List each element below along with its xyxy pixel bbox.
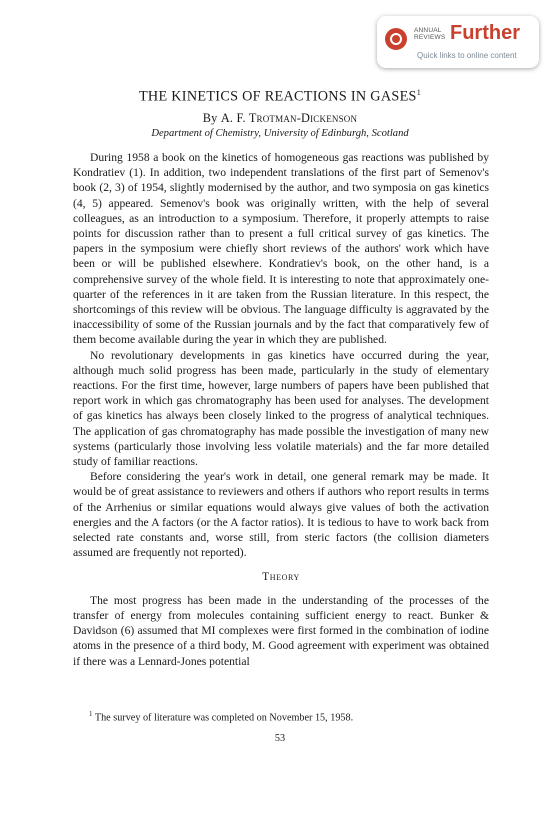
badge-further-label: Further — [450, 22, 520, 44]
paragraph: During 1958 a book on the kinetics of homogeneous gas reactions was published by Kondratiev (1). In addition, two independent translations of the first part of Semenov's book (2, 3) of 1954, slightly modernised by the author, and two symposia on gas kinetics (4, 5) appeared. Semenov's book was originally written, with the help of several colleagues, as an introduction to a symposium. Therefore, it properly attempts to raise points for discussion rather than to present a full critical survey of gas kinetics. The papers in the symposium were chiefly short reviews of the authors' work which have been or will be published elsewhere. Kondratiev's book, on the other hand, is a comprehensive survey of the whole field. It is interesting to note that approximately one-quarter of the references in it are taken from the Russian literature. In this respect, the shortcomings of this review will be obvious. The language difficulty is aggravated by the inaccessibility of some of the Russian journals and by the fact that comparatively few of them become available during the year in which they are published. — [73, 151, 489, 347]
author-line: By A. F. Trotman-Dickenson — [202, 111, 358, 125]
page-number: 53 — [274, 733, 286, 744]
section-heading: Theory — [262, 570, 300, 584]
author-name: A. F. Trotman-Dickenson — [220, 111, 358, 125]
article-body — [73, 150, 489, 669]
article-title: THE KINETICS OF REACTIONS IN GASES$^1$ — [138, 88, 422, 105]
badge-subtitle: Quick links to online content — [417, 51, 517, 60]
affiliation: Department of Chemistry, University of Edinburgh, Scotland — [151, 128, 409, 139]
footnote: $^1$ The survey of literature was completed on November 15, 1958. — [89, 710, 354, 724]
title-footnote-mark: 1 — [416, 88, 422, 97]
paragraph: No revolutionary developments in gas kinetics have occurred during the year, although much solid progress has been made, particularly in the study of elementary reactions. For the first time, however, large numbers of papers have been published that report work in which gas chromatography has been used for analyses. The development of gas kinetics has always been closely linked to the progress of analytical techniques. The application of gas chromatography has made possible the investigation of many new systems (particularly those involving less volatile materials) and the far more detailed study of familiar reactions. — [73, 348, 489, 469]
footnote-mark: 1 — [89, 710, 93, 718]
paragraph: Before considering the year's work in detail, one general remark may be made. It would be of great assistance to reviewers and others if authors who report results in terms of the Arrhenius or similar equations would always give values of both the activation energies and the A factors (or the A factor ratios). It is tedious to have to work back from selected rate constants and, worse still, from steric factors (the collision diameters assumed are frequently not reported). — [73, 470, 489, 560]
badge-publisher-label: ANNUAL REVIEWS — [414, 27, 446, 41]
annual-reviews-logo-icon — [385, 28, 407, 50]
further-badge[interactable] — [377, 16, 539, 68]
paragraph: The most progress has been made in the understanding of the processes of the transfer of energy from molecules containing sufficient energy to react. Bunker & Davidson (6) assumed that MI complexes were first formed in the combination of iodine atoms in the presence of a third body, M. Good agreement with experiment was obtained if there was a Lennard-Jones potential — [73, 593, 489, 668]
